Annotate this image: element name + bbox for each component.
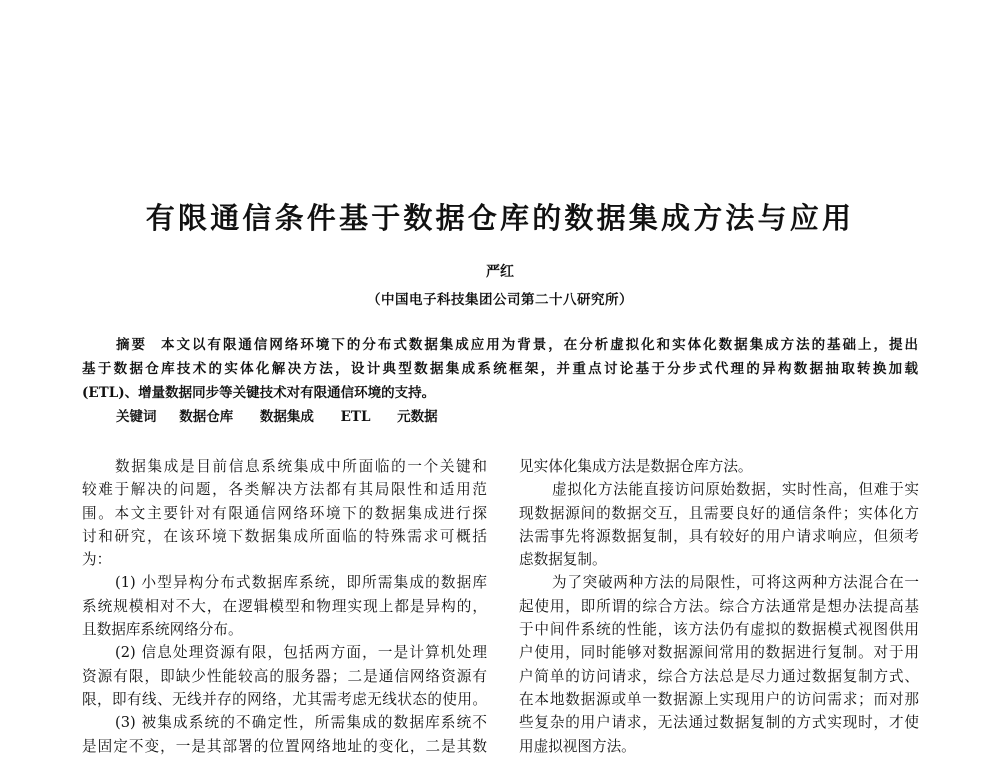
body-text-line: 法需事先将源数据复制，具有较好的用户请求响应，但须考	[519, 527, 919, 545]
abstract-text: 本文以有限通信网络环境下的分布式数据集成应用为背景，在分析虚拟化和实体化数据集成方法的基础上，提出	[160, 337, 919, 353]
body-text-line: 为：	[82, 551, 112, 569]
abstract-line: 基于数据仓库技术的实体化解决方法，设计典型数据集成系统框架，并重点讨论基于分步式代理的异构数据抽取转换加载	[82, 361, 918, 377]
body-text-line: 限，即有线、无线并存的网络，尤其需考虑无线状态的使用。	[82, 690, 487, 708]
abstract-label: 摘要	[116, 337, 147, 353]
body-text-line: 是固定不变，一是其部署的位置网络地址的变化，二是其数	[82, 737, 487, 755]
keywords-label: 关键词	[116, 409, 157, 425]
body-text-line: 户简单的访问请求，综合方法总是尽力通过数据复制方式、	[519, 667, 919, 685]
body-text-line: 围。本文主要针对有限通信网络环境下的数据集成进行探	[82, 504, 487, 522]
body-text-line: (3) 被集成系统的不确定性，所需集成的数据库系统不	[115, 714, 487, 732]
body-text-line: 起使用，即所谓的综合方法。综合方法通常是想办法提高基	[519, 597, 919, 615]
author-name: 严红	[486, 264, 514, 280]
body-text-line: 些复杂的用户请求，无法通过数据复制的方式实现时，才使	[519, 714, 919, 732]
body-text-line: 且数据库系统网络分布。	[82, 621, 243, 639]
body-text-line: 现数据源间的数据交互，且需要良好的通信条件；实体化方	[519, 504, 919, 522]
keyword: 数据仓库	[179, 409, 234, 425]
keyword: 数据集成	[259, 409, 314, 425]
keywords-line	[82, 405, 918, 429]
body-text-line: 数据集成是目前信息系统集成中所面临的一个关键和	[115, 458, 487, 475]
body-text-line: 在本地数据源或单一数据源上实现用户的访问需求；而对那	[519, 690, 919, 708]
keyword: ETL	[340, 409, 371, 425]
body-left-column	[82, 455, 487, 758]
body-text-line: 虑数据复制。	[519, 551, 607, 569]
body-right-column	[519, 455, 919, 758]
abstract-line: (ETL)、增量数据同步等关键技术对有限通信环境的支持。	[82, 385, 436, 401]
body-text-line: 于中间件系统的性能，该方法仍有虚拟的数据模式视图供用	[519, 621, 919, 639]
body-text-line: 系统规模相对不大，在逻辑模型和物理实现上都是异构的，	[82, 597, 487, 615]
keyword: 元数据	[397, 409, 438, 425]
abstract-section	[82, 333, 918, 429]
body-text-line: (1) 小型异构分布式数据库系统，即所需集成的数据库	[115, 574, 487, 592]
body-text-line: 为了突破两种方法的局限性，可将这两种方法混合在一	[552, 574, 919, 592]
body-text-line: 户使用，同时能够对数据源间常用的数据进行复制。对于用	[519, 644, 919, 662]
body-text-line: 讨和研究，在该环境下数据集成所面临的特殊需求可概括	[82, 527, 487, 545]
body-text-line: 见实体化集成方法是数据仓库方法。	[519, 458, 753, 475]
body-text-line: 虚拟化方法能直接访问原始数据，实时性高，但难于实	[552, 481, 919, 499]
body-text-line: 较难于解决的问题，各类解决方法都有其局限性和适用范	[82, 481, 487, 499]
abstract-line	[82, 333, 918, 357]
body-text-line: 用虚拟视图方法。	[519, 737, 636, 755]
paper-title: 有限通信条件基于数据仓库的数据集成方法与应用	[145, 201, 855, 235]
body-text-line: 资源有限，即缺少性能较高的服务器；二是通信网络资源有	[82, 667, 487, 685]
author-affiliation: （中国电子科技集团公司第二十八研究所）	[367, 292, 633, 308]
body-text-line: (2) 信息处理资源有限，包括两方面，一是计算机处理	[115, 644, 487, 662]
